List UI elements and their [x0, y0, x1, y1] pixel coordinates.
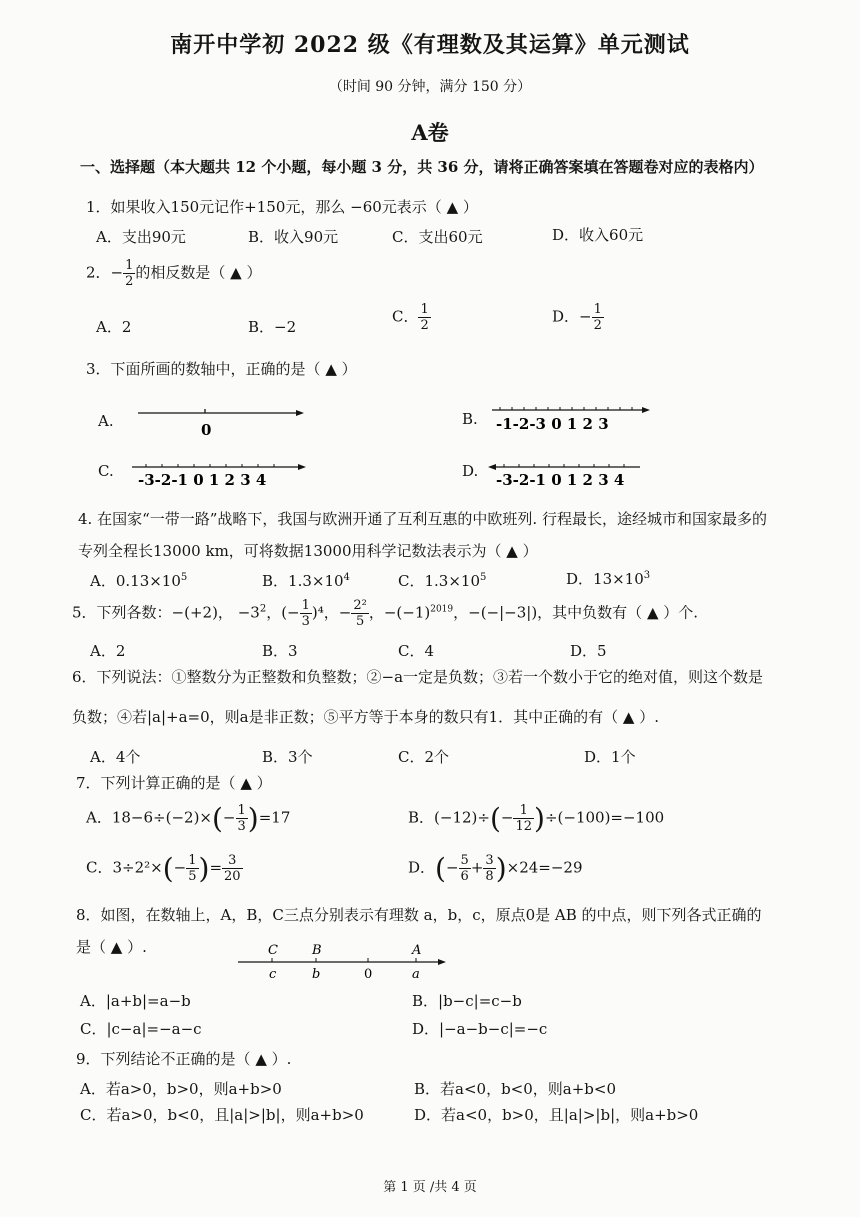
q8-option-c: C．|c−a|=−a−c [80, 1020, 202, 1038]
q6-option-b: B．3个 [262, 748, 313, 766]
q5-option-d: D．5 [570, 642, 607, 660]
q9-option-b: B．若a<0，b<0，则a+b<0 [414, 1080, 617, 1098]
q3-axis-a [138, 409, 304, 439]
q8-value-c: c [269, 967, 277, 982]
q3-axis-c-label: -3-2-1 0 1 2 3 4 [138, 471, 267, 489]
q8-number-line [230, 938, 460, 984]
q4-option-d: D．$13\times 10^3$ [566, 570, 651, 588]
paper-label: A卷 [411, 120, 449, 145]
q8-value-a: a [412, 967, 420, 982]
q5-option-b: B．3 [262, 642, 298, 660]
section-heading: 一、选择题（本大题共 12 个小题，每小题 3 分，共 36 分，请将正确答案填在答题卷对应的表格内） [80, 158, 764, 176]
q1-stem: 1．如果收入150元记作+150元，那么 −60元表示（ ▲ ） [86, 198, 478, 216]
q8-value-b: b [312, 967, 321, 982]
q7-option-d: D．(− $\frac{5}{6}$ + $\frac{3}{8}$ )×24=−29 [408, 852, 583, 885]
q7-option-b: B．(−12)÷(− $\frac{1}{12}$ )÷(−100)=−100 [408, 802, 665, 835]
q6-line2: 负数；④若|a|+a=0，则a是非正数；⑤平方等于本身的数只有1．其中正确的有（ ▲ ）. [72, 708, 660, 726]
q8-line1: 8．如图，在数轴上，A，B，C三点分别表示有理数 a，b，c，原点0是 AB 的中点，则下列各式正确的 [76, 906, 762, 924]
q5-stem: 5．下列各数：−(+2)， $-3^2$，(− $\frac{1}{3}$ )⁴，− $\frac{\text{2²}}{5}$ ，$-(-1)^{2019}$，−(−|−3|)，其中负数有（ ▲ ）个. [72, 598, 699, 629]
q3-axis-d-label: -3-2-1 0 1 2 3 4 [496, 471, 625, 489]
q9-option-a: A．若a>0，b>0，则a+b>0 [80, 1080, 282, 1098]
q2-option-d: D．− $\frac{1}{2}$ [552, 302, 602, 333]
q3-option-a: A. [98, 412, 114, 430]
q4-option-a: A．$0.13\times 10^5$ [90, 572, 188, 590]
q5-option-a: A．2 [90, 642, 126, 660]
q9-option-d: D．若a<0，b>0，且|a|>|b|，则a+b>0 [414, 1106, 699, 1124]
q9-option-c: C．若a>0，b<0，且|a|>|b|，则a+b>0 [80, 1106, 364, 1124]
q2-option-a: A．2 [96, 318, 132, 336]
q1-option-a: A．支出90元 [96, 228, 186, 246]
q3-option-c: C. [98, 462, 114, 480]
q7-stem: 7．下列计算正确的是（ ▲ ） [76, 774, 272, 792]
q3-number-lines [0, 395, 860, 495]
q7-option-c: C．3÷2²×(− $\frac{1}{5}$ )= $\frac{3}{20}$ [86, 852, 241, 885]
q8-point-A: A [412, 943, 422, 958]
q6-line1: 6．下列说法：①整数分为正整数和负整数；②−a一定是负数；③若一个数小于它的绝对值，则这个数是 [72, 668, 764, 686]
exam-title: 南开中学初 2022 级《有理数及其运算》单元测试 [170, 32, 690, 58]
q2-option-b: B．−2 [248, 318, 297, 336]
q8-origin: 0 [364, 967, 373, 982]
q6-option-d: D．1个 [584, 748, 636, 766]
q3-axis-d [488, 464, 640, 489]
q2-stem: 2．− $\frac{1}{2}$ 的相反数是（ ▲ ） [86, 258, 262, 289]
q8-option-d: D．|−a−b−c|=−c [412, 1020, 548, 1038]
q3-option-b: B. [462, 410, 478, 428]
q3-axis-b-label: -1-2-3 0 1 2 3 [496, 415, 609, 433]
q8-option-a: A．|a+b|=a−b [80, 992, 191, 1010]
q5-option-c: C．4 [398, 642, 435, 660]
q8-option-b: B．|b−c|=c−b [412, 992, 522, 1010]
q4-line2: 专列全程长13000 km，可将数据13000用科学记数法表示为（ ▲ ） [78, 542, 538, 560]
q8-point-C: C [268, 943, 278, 958]
q7-option-a: A．18−6÷(−2)×(− $\frac{1}{3}$ )=17 [86, 802, 291, 835]
q1-option-b: B．收入90元 [248, 228, 339, 246]
q4-line1: 4. 在国家“一带一路”战略下，我国与欧洲开通了互利互惠的中欧班列. 行程最长，途经城市和国家最多的 [78, 510, 767, 528]
q4-option-c: C．$1.3\times 10^5$ [398, 572, 487, 590]
q8-line2: 是（ ▲ ）. [76, 938, 147, 956]
exam-subtitle: （时间 90 分钟，满分 150 分） [328, 79, 532, 95]
q8-point-B: B [312, 943, 322, 958]
q1-option-c: C．支出60元 [392, 228, 483, 246]
q2-option-c: C． $\frac{1}{2}$ [392, 302, 429, 333]
q9-stem: 9．下列结论不正确的是（ ▲ ）. [76, 1050, 292, 1068]
q3-axis-c [132, 464, 306, 489]
q3-axis-b [492, 407, 650, 433]
page-number: 第 1 页 /共 4 页 [383, 1180, 477, 1195]
q6-option-c: C．2个 [398, 748, 450, 766]
q4-option-b: B．$1.3\times 10^4$ [262, 572, 350, 590]
q3-stem: 3．下面所画的数轴中，正确的是（ ▲ ） [86, 360, 357, 378]
q1-option-d: D．收入60元 [552, 226, 644, 244]
q3-axis-a-label: 0 [201, 421, 212, 439]
q6-option-a: A．4个 [90, 748, 141, 766]
q3-option-d: D. [462, 462, 479, 480]
